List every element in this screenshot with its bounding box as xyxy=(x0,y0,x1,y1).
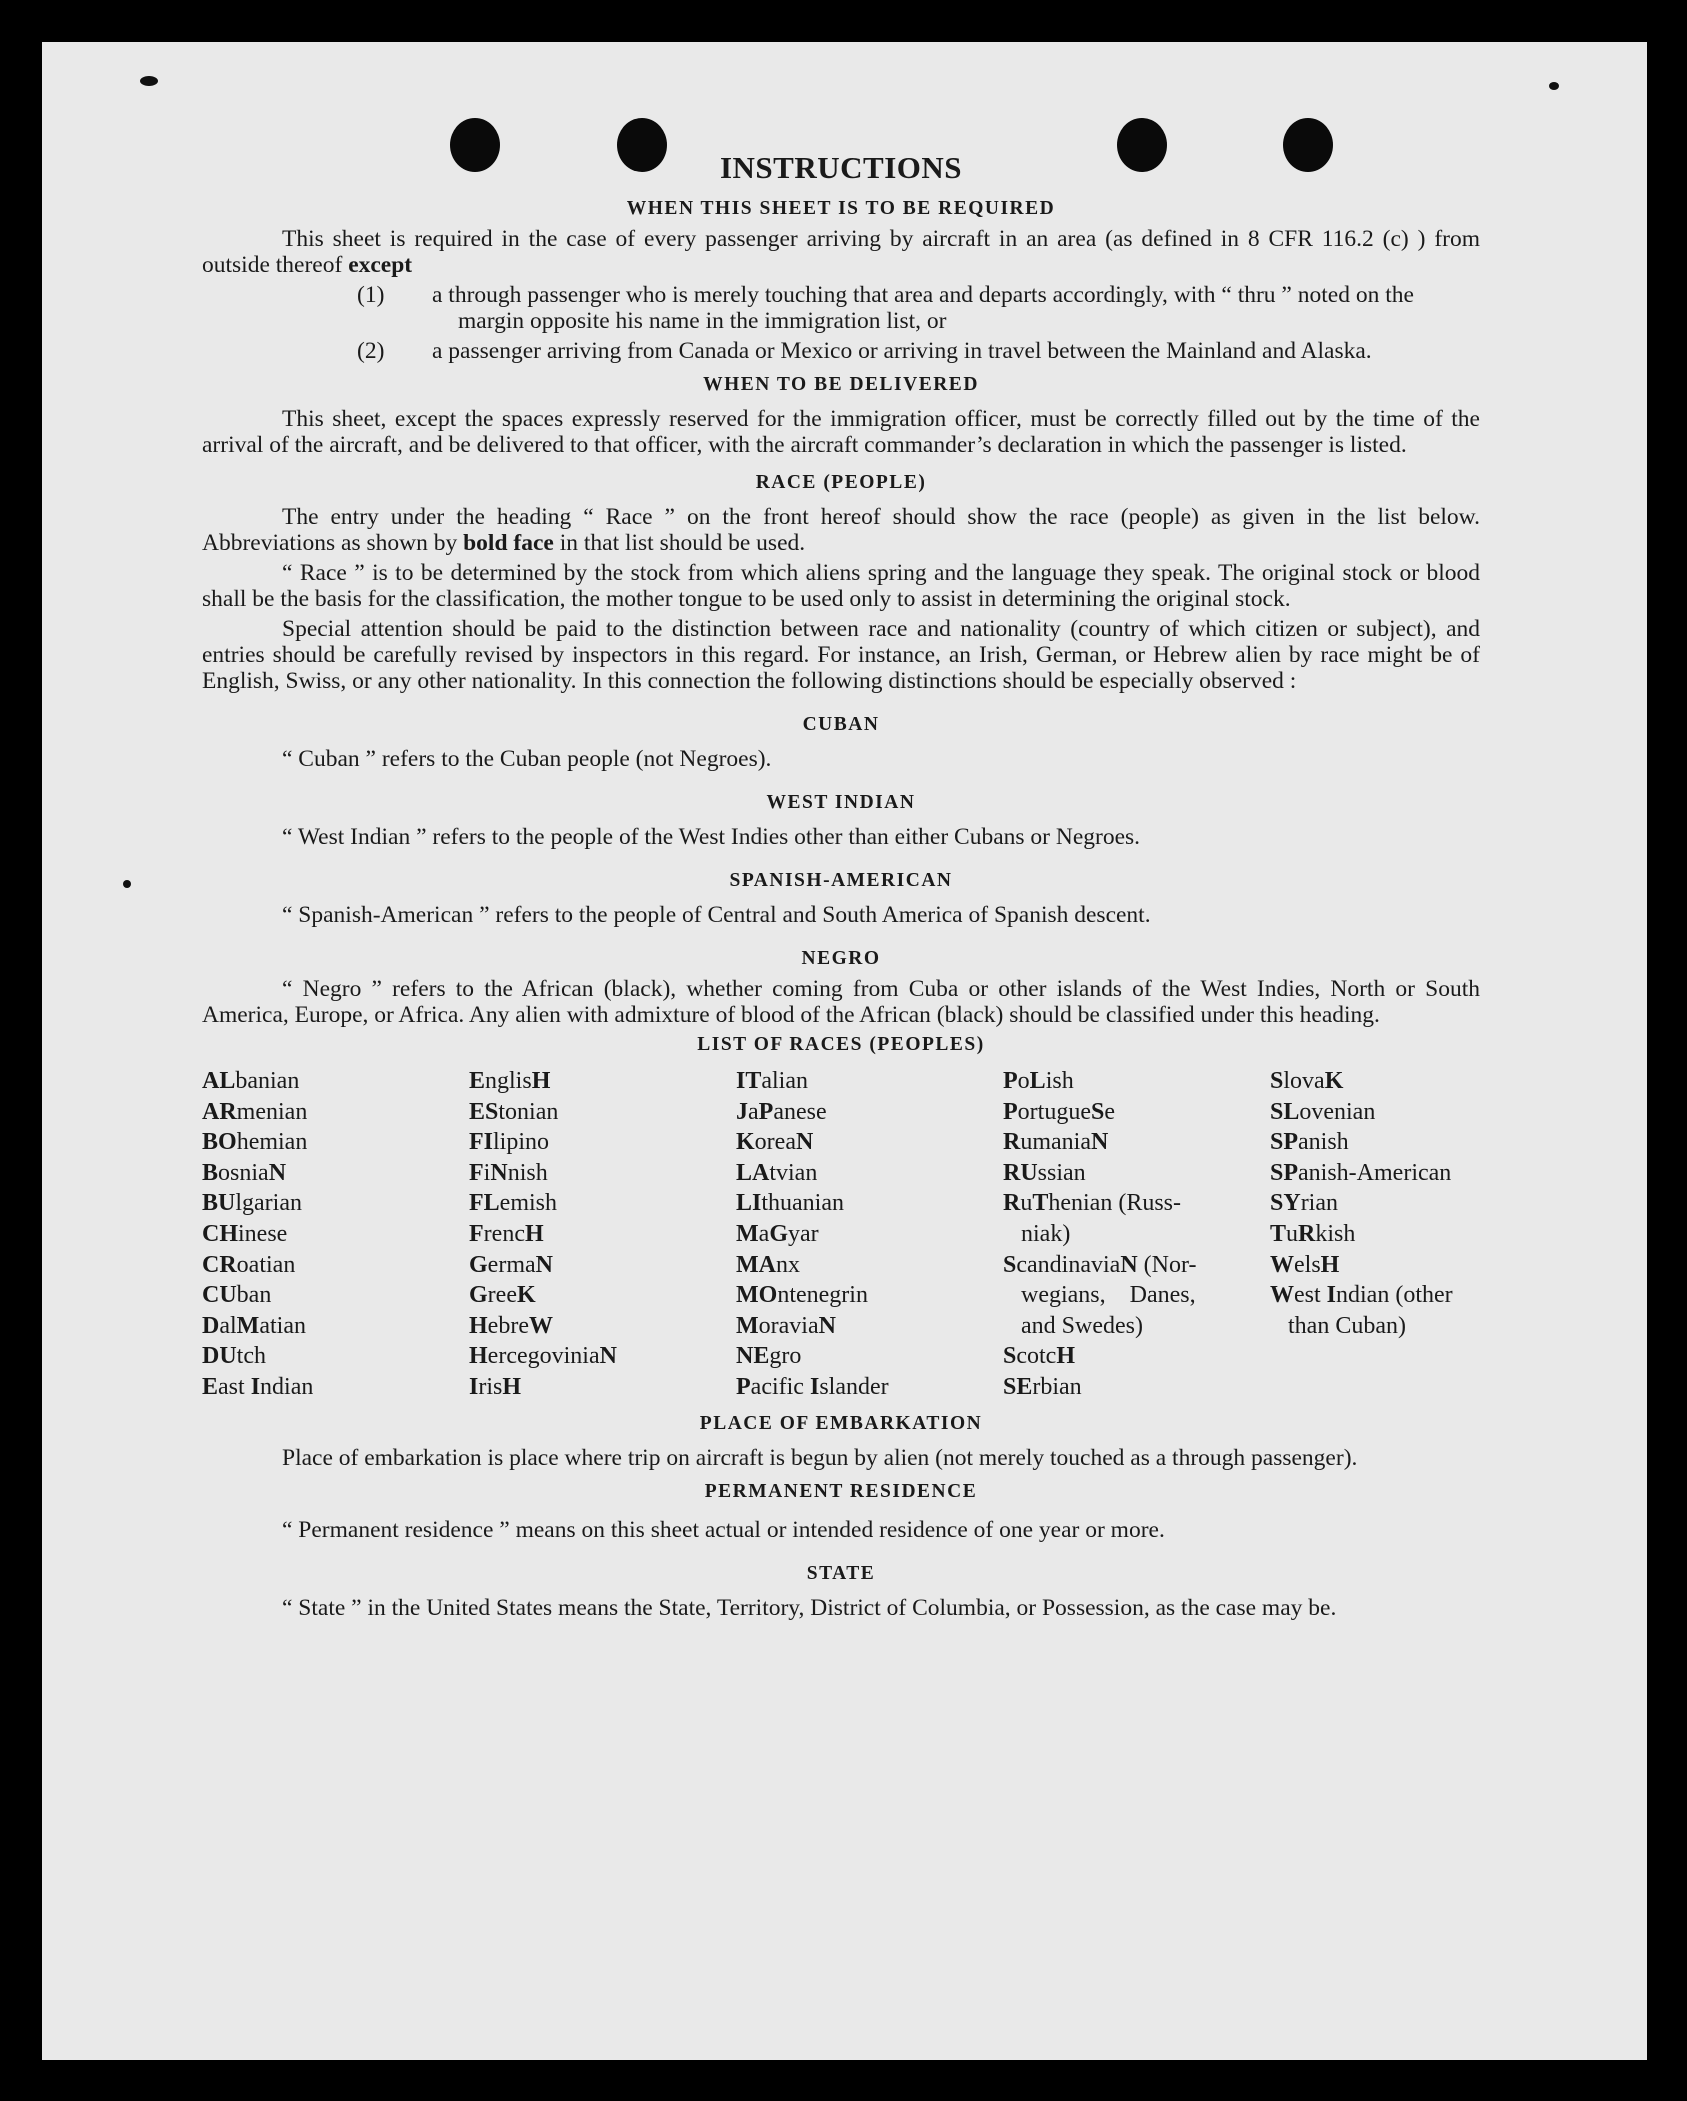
paragraph: “ State ” in the United States means the State, Territory, District of Columbia, or Possession, as the case may be. xyxy=(282,1594,1337,1621)
race-entry: HercegoviniaN xyxy=(469,1343,617,1370)
race-entry: GreeK xyxy=(469,1282,536,1309)
race-entry: FiNnish xyxy=(469,1159,548,1186)
race-entry: SLovenian xyxy=(1270,1098,1376,1125)
race-entry: DUtch xyxy=(202,1343,266,1370)
race-entry: CRoatian xyxy=(202,1251,296,1278)
race-entry: Pacific Islander xyxy=(736,1373,889,1400)
race-entry: SlovaK xyxy=(1270,1068,1344,1094)
race-column xyxy=(1003,1066,1270,1403)
paragraph: “ Spanish-American ” refers to the people of Central and South America of Spanish descent. xyxy=(282,902,1151,928)
item-text: a through passenger who is merely touching that area and departs accordingly, with “ thru ” noted on the margin opposite his name in the immigration list, or xyxy=(432,282,1414,334)
race-entry: SErbian xyxy=(1003,1373,1082,1400)
race-entry: PoLish xyxy=(1003,1068,1074,1094)
race-entry: PortugueSe xyxy=(1003,1098,1115,1125)
race-entry: MOntenegrin xyxy=(736,1282,868,1309)
race-entry: East Indian xyxy=(202,1373,314,1400)
race-column xyxy=(1270,1066,1480,1403)
race-entry: JaPanese xyxy=(736,1098,827,1125)
section-heading: NEGRO xyxy=(801,948,881,969)
section-heading: WEST INDIAN xyxy=(766,792,916,813)
race-entry: DalMatian xyxy=(202,1312,306,1339)
paragraph: This sheet is required in the case of every passenger arriving by aircraft in an area (as defined in 8 CFR 116.2 (c) ) from outside thereof except xyxy=(202,226,1480,278)
race-entry: ALbanian xyxy=(202,1068,300,1094)
race-entry: EStonian xyxy=(469,1098,559,1125)
race-entry: EnglisH xyxy=(469,1068,551,1094)
race-entry: than Cuban) xyxy=(1270,1312,1406,1339)
section-heading: STATE xyxy=(806,1562,876,1584)
section-heading: SPANISH-AMERICAN xyxy=(729,870,953,891)
paragraph: “ West Indian ” refers to the people of the West Indies other than either Cubans or Negroes. xyxy=(282,824,1141,850)
race-entry: BOhemian xyxy=(202,1129,308,1156)
paragraph: “ Permanent residence ” means on this sheet actual or intended residence of one year or more. xyxy=(282,1516,1165,1543)
scan-speck xyxy=(140,76,158,86)
race-column xyxy=(202,1066,469,1403)
race-entry: WelsH xyxy=(1270,1251,1340,1278)
race-entry: niak) xyxy=(1003,1220,1071,1247)
scan-speck xyxy=(1549,82,1559,90)
list-item xyxy=(202,282,1480,334)
race-entry: LAtvian xyxy=(736,1159,818,1186)
race-entry: CUban xyxy=(202,1282,272,1309)
item-number: (2) xyxy=(357,338,385,364)
race-entry: and Swedes) xyxy=(1003,1312,1143,1339)
paragraph: “ Negro ” refers to the African (black), whether coming from Cuba or other islands of the West Indies, North or South America, Europe, or Africa. Any alien with admixture of blood of the African (black) should be classified under this heading. xyxy=(202,976,1480,1028)
race-entry: ITalian xyxy=(736,1068,808,1094)
race-entry: ARmenian xyxy=(202,1098,308,1125)
race-entry: KoreaN xyxy=(736,1129,814,1156)
paragraph: “ Race ” is to be determined by the stock from which aliens spring and the language they speak. The original stock or blood shall be the basis for the classification, the mother tongue to be used only to assist in determining the original stock. xyxy=(202,560,1480,612)
item-number: (1) xyxy=(357,282,385,308)
paragraph: “ Cuban ” refers to the Cuban people (not Negroes). xyxy=(282,746,772,772)
race-entry: LIthuanian xyxy=(736,1190,844,1217)
list-heading: LIST OF RACES (PEOPLES) xyxy=(697,1034,985,1055)
paragraph: This sheet, except the spaces expressly reserved for the immigration officer, must be correctly filled out by the time of the arrival of the aircraft, and be delivered to that officer, with the aircraft commander’s declaration in which the passenger is listed. xyxy=(202,406,1480,458)
race-entry: SPanish xyxy=(1270,1129,1349,1156)
instructions-content xyxy=(202,150,1480,1621)
race-entry: FrencH xyxy=(469,1220,544,1247)
page-title: INSTRUCTIONS xyxy=(719,150,962,185)
race-column xyxy=(736,1066,1003,1403)
race-entry: BosniaN xyxy=(202,1159,287,1186)
race-entry: MAnx xyxy=(736,1251,800,1278)
race-entry: ScotcH xyxy=(1003,1343,1076,1370)
race-entry: wegians, Danes, xyxy=(1003,1282,1196,1309)
race-entry: FLemish xyxy=(469,1190,557,1217)
race-entry: NEgro xyxy=(736,1343,802,1370)
section-heading: WHEN THIS SHEET IS TO BE REQUIRED xyxy=(626,198,1056,219)
race-entry: RumaniaN xyxy=(1003,1129,1109,1156)
race-entry: MaGyar xyxy=(736,1220,819,1247)
race-entry: IrisH xyxy=(469,1373,522,1400)
paragraph: Place of embarkation is place where trip on aircraft is begun by alien (not merely touched as a through passenger). xyxy=(282,1444,1358,1471)
race-entry: RUssian xyxy=(1003,1159,1086,1186)
item-text: a passenger arriving from Canada or Mexico or arriving in travel between the Mainland and Alaska. xyxy=(432,338,1372,364)
list-item xyxy=(202,338,1480,364)
race-entry: SPanish-American xyxy=(1270,1159,1452,1186)
race-entry: SYrian xyxy=(1270,1190,1338,1217)
race-entry: HebreW xyxy=(469,1312,553,1339)
race-entry: TuRkish xyxy=(1270,1220,1356,1247)
race-list xyxy=(202,1066,1480,1403)
race-entry: RuThenian (Russ- xyxy=(1003,1190,1182,1217)
section-heading: PLACE OF EMBARKATION xyxy=(699,1412,983,1434)
section-heading: PERMANENT RESIDENCE xyxy=(704,1480,978,1502)
race-entry: MoraviaN xyxy=(736,1312,836,1339)
race-entry: CHinese xyxy=(202,1220,288,1247)
race-column xyxy=(469,1066,736,1403)
section-heading: RACE (PEOPLE) xyxy=(755,472,927,493)
section-heading: CUBAN xyxy=(802,714,880,735)
race-entry: West Indian (other xyxy=(1270,1282,1453,1309)
race-entry: ScandinaviaN (Nor- xyxy=(1003,1251,1197,1278)
section-heading: WHEN TO BE DELIVERED xyxy=(703,374,979,395)
paragraph: The entry under the heading “ Race ” on the front hereof should show the race (people) as given in the list below. Abbreviations as shown by bold face in that list should be used. xyxy=(202,504,1480,556)
scan-speck xyxy=(123,880,131,888)
race-entry: GermaN xyxy=(469,1251,553,1278)
race-entry: BUlgarian xyxy=(202,1190,302,1217)
race-entry: FIlipino xyxy=(469,1129,550,1156)
paragraph: Special attention should be paid to the distinction between race and nationality (country of which citizen or subject), and entries should be carefully revised by inspectors in this regard. For instance, an Irish, German, or Hebrew alien by race might be of English, Swiss, or any other nationality. In this connection the following distinctions should be especially observed : xyxy=(202,616,1480,694)
